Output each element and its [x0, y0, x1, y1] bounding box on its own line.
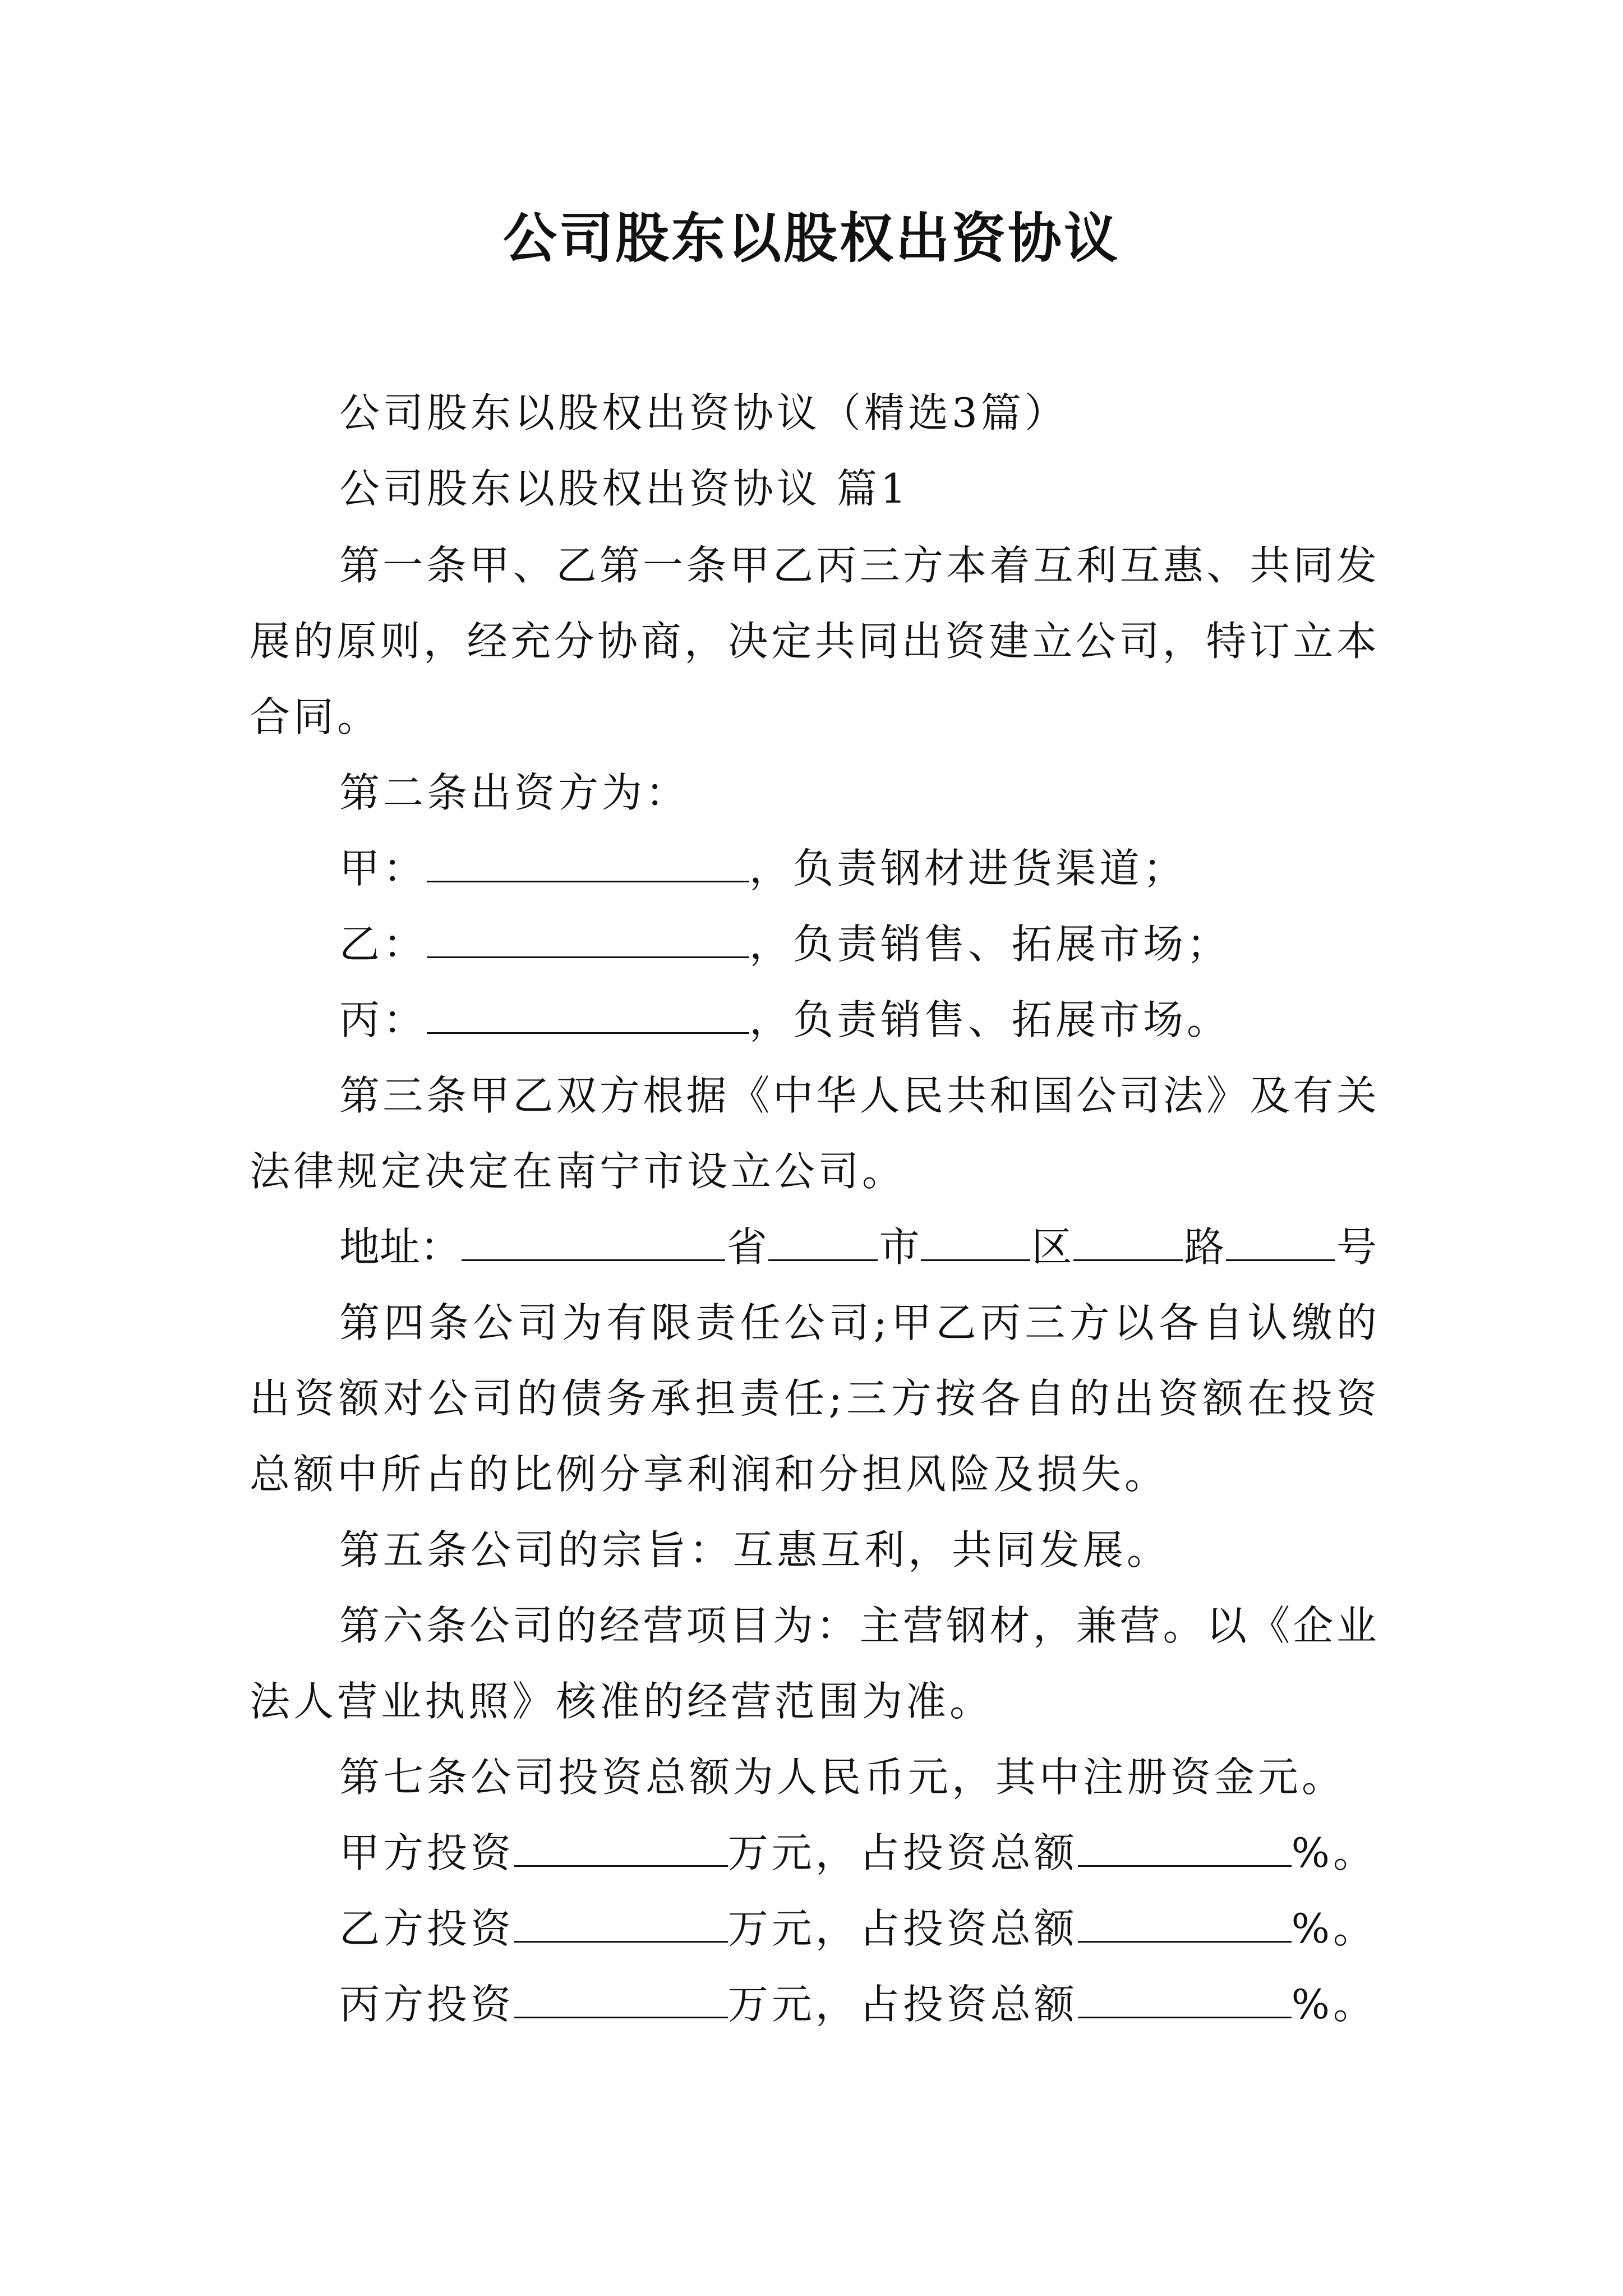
party-c-duty: ，负责销售、拓展市场。: [749, 996, 1231, 1043]
party-a-row: [339, 840, 1377, 896]
investment-c-row: [339, 1976, 1377, 2032]
investment-b-percent-blank: [1078, 1901, 1292, 1943]
article-5: 第五条公司的宗旨：互惠互利，共同发展。: [339, 1526, 1171, 1573]
investment-c-label: 丙方投资: [339, 1981, 515, 2028]
investment-a-label: 甲方投资: [339, 1829, 515, 1876]
article-4-line-2: 出 资 额 对 公 司 的 债 务 承 担 责 任 ; 三 方 按 各 自 的 出 资 额 在 投 资: [250, 1375, 1377, 1422]
party-b-label: 乙：: [339, 921, 427, 968]
article-3-line-1: 第 三 条 甲 乙 双 方 根 据 《 中 华 人 民 共 和 国 公 司 法 》 及 有 关: [339, 1072, 1377, 1119]
article-1-line-2: 展 的 原 则 ， 经 充 分 协 商 ， 决 定 共 同 出 资 建 立 公 司 ， 特 订 立 本: [250, 618, 1377, 665]
address-blank-number: [1226, 1219, 1335, 1261]
investment-a-percent-blank: [1078, 1825, 1292, 1867]
party-c-blank: [427, 992, 749, 1034]
article-6-line-2: 法人营业执照》核准的经营范围为准。: [250, 1678, 994, 1725]
article-3-line-2: 法律规定决定在南宁市设立公司。: [250, 1148, 906, 1195]
investment-c-percent-blank: [1078, 1976, 1292, 2018]
article-1-line-1: 第 一 条 甲 、 乙 第 一 条 甲 乙 丙 三 方 本 着 互 利 互 惠 、 共 同 发: [339, 542, 1377, 589]
investment-b-end: %。: [1291, 1905, 1377, 1952]
investment-a-end: %。: [1291, 1829, 1377, 1876]
address-district: 区: [1031, 1223, 1072, 1271]
party-c-row: [339, 992, 1377, 1048]
investment-b-label: 乙方投资: [339, 1905, 515, 1952]
address-blank-city: [768, 1219, 878, 1261]
subtitle: 公司股东以股权出资协议（精选3篇）: [339, 389, 1068, 436]
address-city: 市: [879, 1223, 920, 1271]
party-b-duty: ，负责销售、拓展市场；: [749, 921, 1231, 968]
address-row: [339, 1219, 1377, 1275]
address-blank-road: [1073, 1219, 1183, 1261]
party-b-blank: [427, 916, 749, 958]
investment-a-row: [339, 1825, 1377, 1881]
address-blank-district: [921, 1219, 1030, 1261]
party-c-label: 丙：: [339, 996, 427, 1043]
party-a-label: 甲：: [339, 845, 427, 892]
investment-b-row: [339, 1901, 1377, 1957]
party-b-row: [339, 916, 1377, 972]
investment-c-amount-blank: [514, 1976, 728, 2018]
investment-c-mid: 万元，占投资总额: [727, 1981, 1078, 2028]
address-number: 号: [1336, 1223, 1377, 1271]
article-6-line-1: 第 六 条 公 司 的 经 营 项 目 为 ： 主 营 钢 材 ， 兼 营 。 以 《 企 业: [339, 1602, 1377, 1649]
party-a-duty: ，负责钢材进货渠道；: [749, 845, 1187, 892]
investment-b-amount-blank: [514, 1901, 728, 1943]
investment-c-end: %。: [1291, 1981, 1377, 2028]
address-blank-province: [462, 1219, 725, 1261]
article-7: 第七条公司投资总额为人民币元，其中注册资金元。: [339, 1754, 1346, 1801]
section-heading: 公司股东以股权出资协议 篇1: [339, 465, 910, 512]
article-4-line-3: 总额中所占的比例分享利润和分担风险及损失。: [250, 1451, 1169, 1498]
article-2: 第二条出资方为：: [339, 769, 690, 816]
investment-a-amount-blank: [514, 1825, 728, 1867]
investment-b-mid: 万元，占投资总额: [727, 1905, 1078, 1952]
party-a-blank: [427, 840, 749, 882]
address-road: 路: [1184, 1223, 1225, 1271]
investment-a-mid: 万元，占投资总额: [727, 1829, 1078, 1876]
document-title: 公司股东以股权出资协议: [503, 206, 1120, 270]
article-4-line-1: 第 四 条 公 司 为 有 限 责 任 公 司 ; 甲 乙 丙 三 方 以 各 自 认 缴 的: [339, 1299, 1377, 1346]
address-province: 省: [726, 1223, 767, 1271]
address-label: 地址：: [339, 1223, 461, 1271]
article-1-line-3: 合同。: [250, 693, 381, 740]
